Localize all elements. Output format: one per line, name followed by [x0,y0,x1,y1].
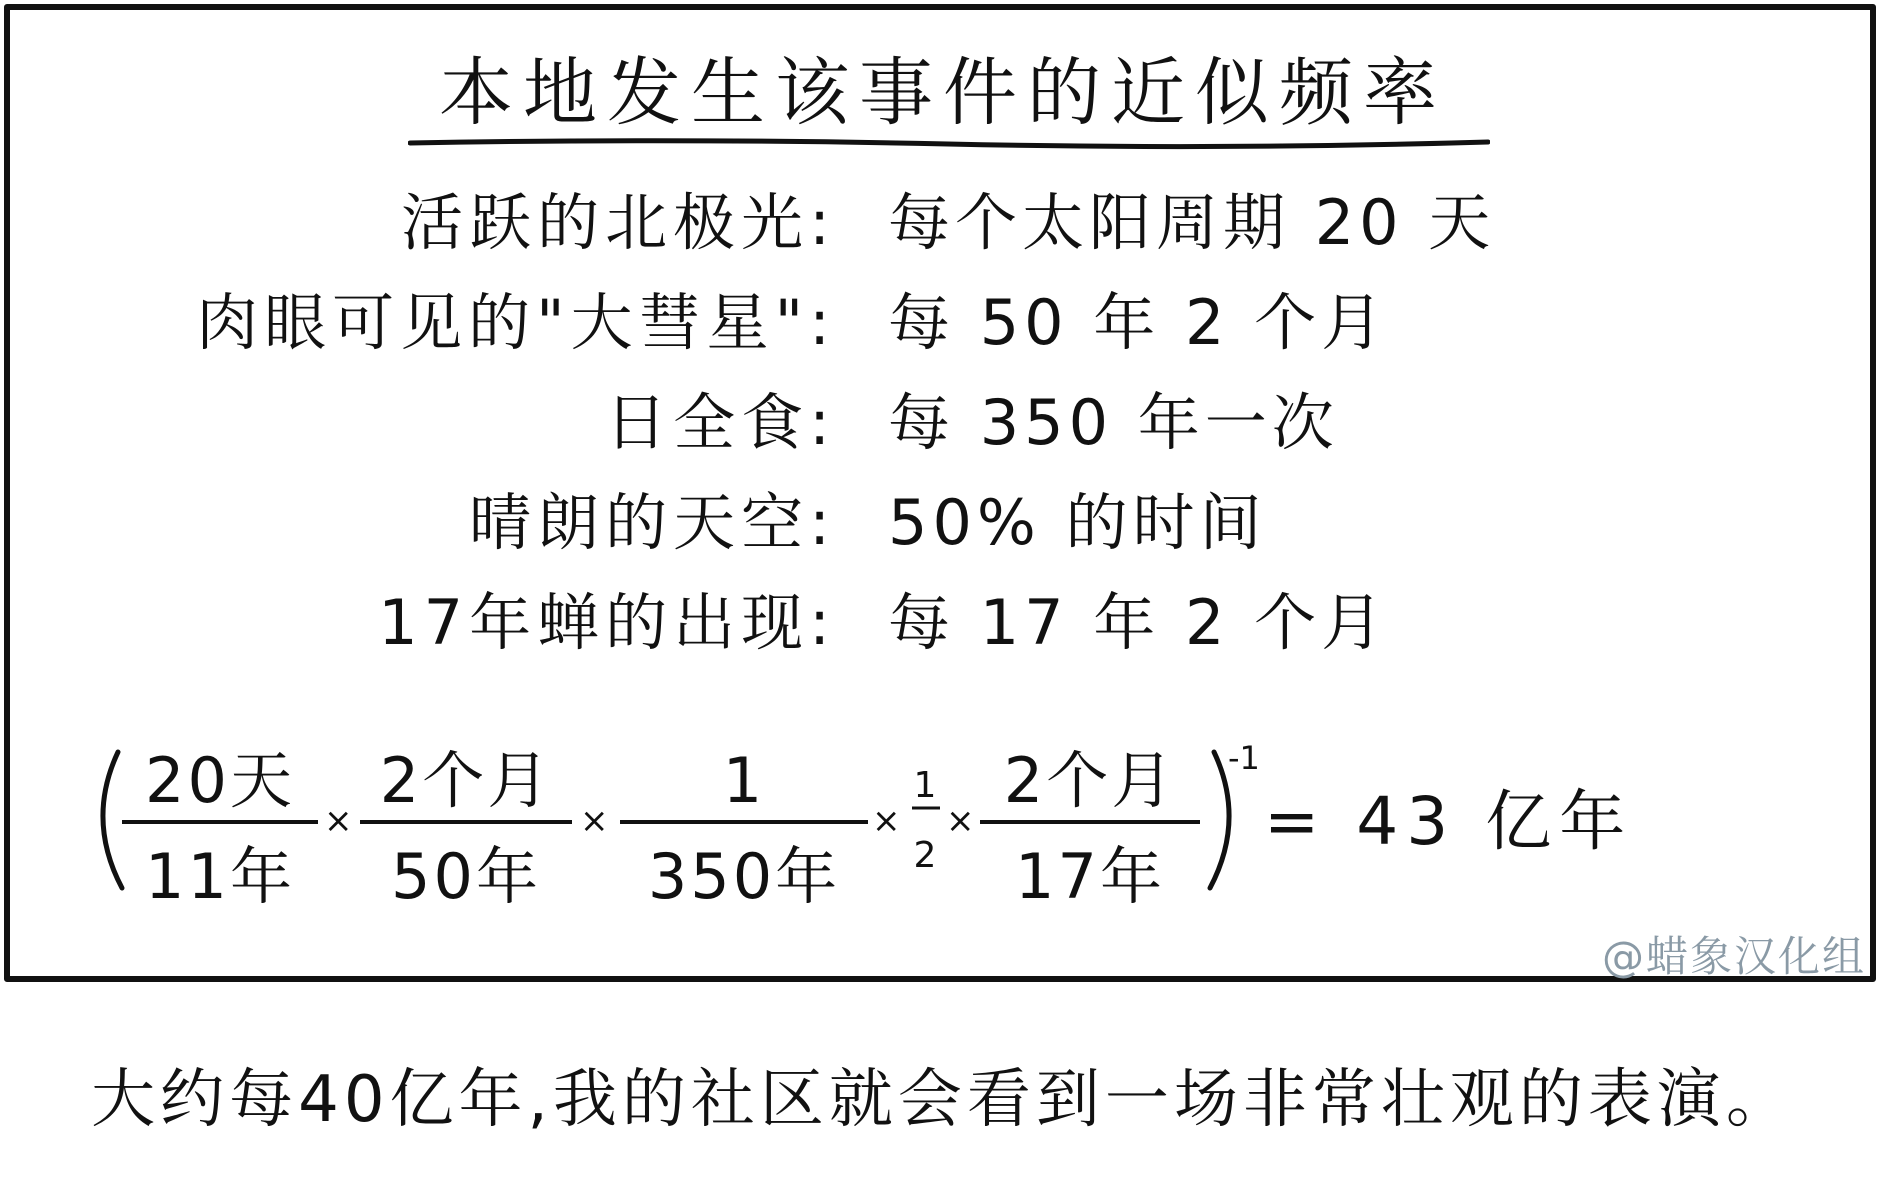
fraction-4-numerator: 2个月 [1003,744,1177,817]
formula-result: = 43 亿年 [1264,783,1634,860]
half-denominator: 2 [913,835,937,876]
multiply-sign: × [324,801,353,841]
row-label: 肉眼可见的"大彗星": [196,286,836,359]
row-value: 每个太阳周期 20 天 [888,186,1496,259]
row-value: 每 50 年 2 个月 [888,286,1389,359]
frequency-row-cicadas [0,578,1886,668]
frequency-row-total-eclipse [0,378,1886,468]
frequency-row-great-comet [0,278,1886,368]
multiply-sign: × [872,801,901,841]
frequency-row-aurora [0,178,1886,268]
fraction-1-numerator: 20天 [145,744,295,817]
row-label: 17年蝉的出现: [378,586,836,659]
fraction-1-denominator: 11年 [145,840,295,913]
exponent: -1 [1228,739,1260,777]
row-label: 晴朗的天空: [469,486,836,559]
fraction-3-denominator: 350年 [647,840,841,913]
fraction-2-denominator: 50年 [391,840,541,913]
comic-caption: 大约每40亿年,我的社区就会看到一场非常壮观的表演。 [91,1063,1795,1137]
multiply-sign: × [580,801,609,841]
fraction-4-denominator: 17年 [1015,840,1165,913]
translator-credit: @蜡象汉化组 [1601,932,1866,981]
row-label: 日全食: [605,386,836,459]
fraction-2-numerator: 2个月 [379,744,553,817]
row-value: 每 350 年一次 [888,386,1339,459]
frequency-row-clear-sky [0,478,1886,568]
row-label: 活跃的北极光: [401,186,836,259]
multiply-sign: × [946,801,975,841]
fraction-3-numerator: 1 [722,744,766,817]
row-value: 每 17 年 2 个月 [888,586,1389,659]
title-underline [408,136,1490,150]
row-value: 50% 的时间 [888,486,1267,559]
panel-title: 本地发生该事件的近似频率 [439,50,1447,136]
half-numerator: 1 [913,765,937,806]
